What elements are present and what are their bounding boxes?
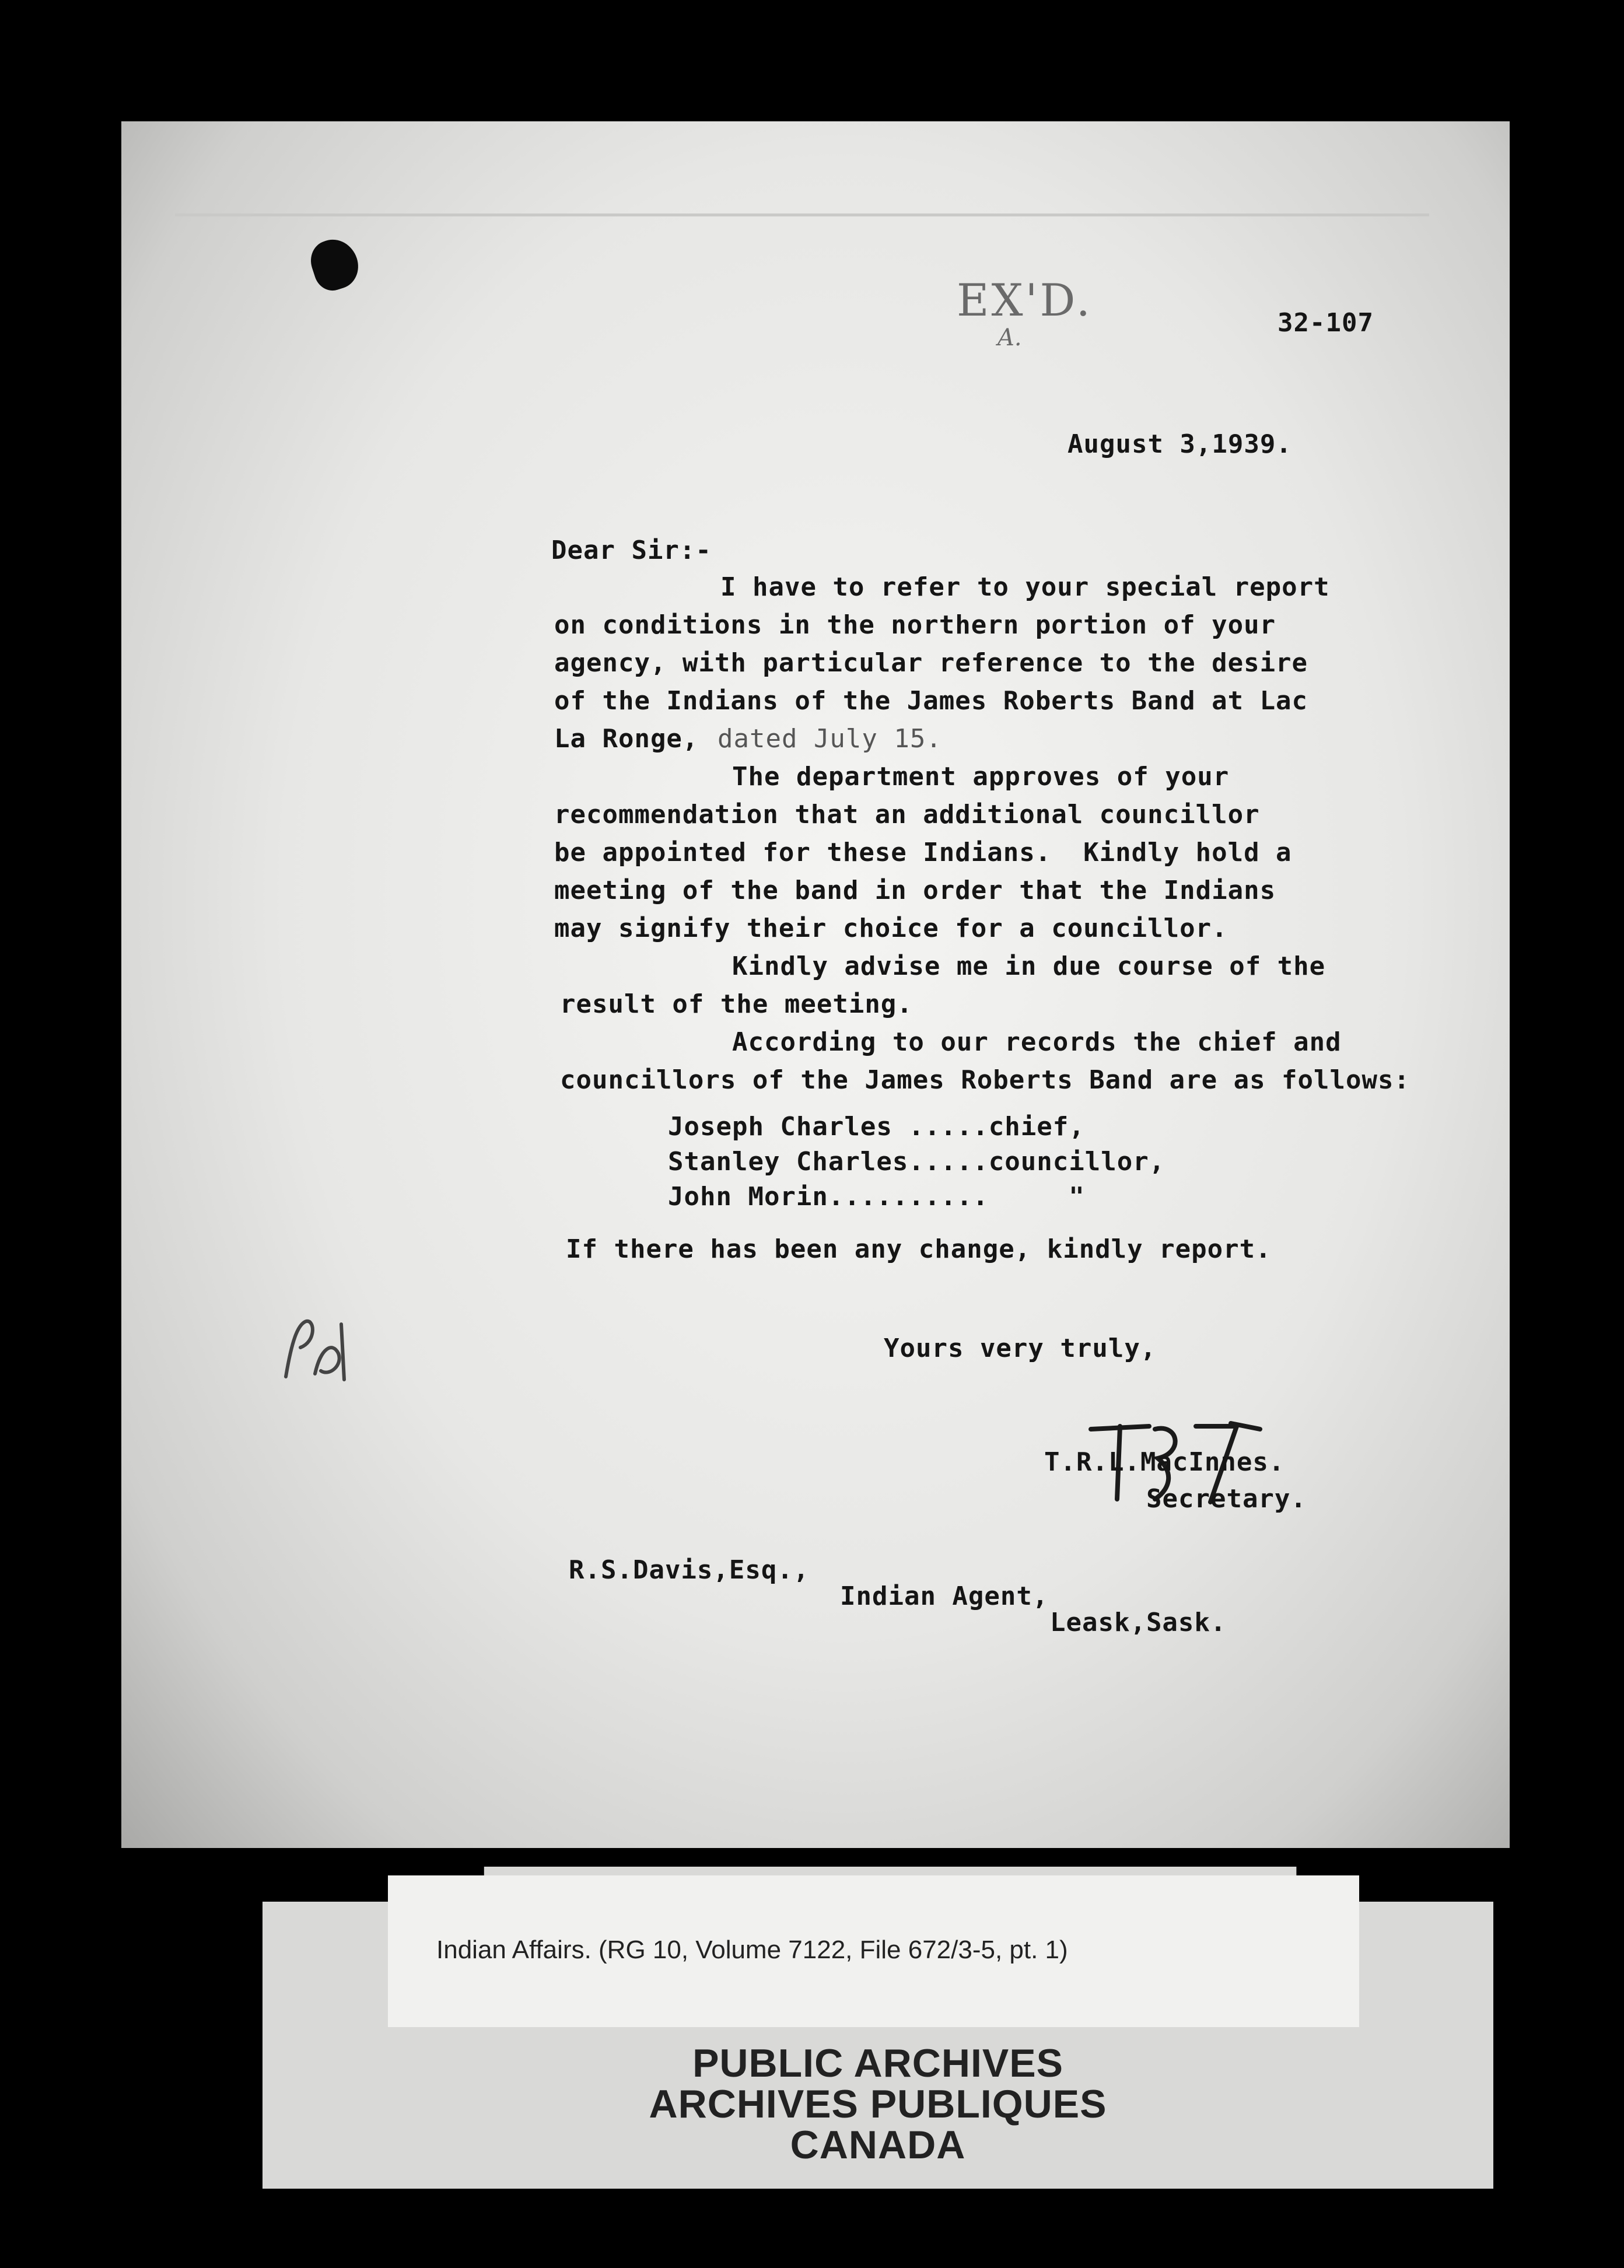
paragraph-2-line: meeting of the band in order that the Indians xyxy=(554,876,1276,905)
band-member-row: John Morin.......... " xyxy=(668,1182,1085,1212)
archives-line-french: ARCHIVES PUBLIQUES xyxy=(649,2082,1107,2126)
paragraph-1-line: of the Indians of the James Roberts Band at Lac xyxy=(554,686,1308,716)
margin-handwriting xyxy=(274,1307,362,1388)
paragraph-1-line: La Ronge, xyxy=(554,724,699,754)
paragraph-1-line: agency, with particular reference to the desire xyxy=(554,648,1308,678)
paragraph-5: If there has been any change, kindly report. xyxy=(566,1234,1272,1264)
examined-stamp: EX'D. xyxy=(957,274,1093,326)
paragraph-2-line: may signify their choice for a councillor. xyxy=(554,914,1228,943)
band-member-row: Joseph Charles .....chief, xyxy=(668,1112,1085,1142)
addressee-name: R.S.Davis,Esq., xyxy=(569,1555,810,1585)
examined-stamp-initial: A. xyxy=(998,324,1022,351)
band-member-row: Stanley Charles.....councillor, xyxy=(668,1147,1166,1177)
letter-date: August 3,1939. xyxy=(1068,429,1292,459)
archives-stamp xyxy=(262,2043,1493,2165)
signer-name: T.R.L.MacInnes. xyxy=(1044,1447,1285,1477)
paragraph-3-line: Kindly advise me in due course of the xyxy=(732,951,1326,981)
paragraph-2-line: The department approves of your xyxy=(732,762,1230,792)
signer-title: Secretary. xyxy=(1146,1484,1307,1514)
paragraph-1-line: on conditions in the northern portion of your xyxy=(554,610,1276,640)
salutation: Dear Sir:- xyxy=(551,536,712,565)
addressee-role: Indian Agent, xyxy=(840,1581,1049,1611)
addressee-place: Leask,Sask. xyxy=(1050,1608,1227,1637)
archives-line-country: CANADA xyxy=(790,2123,966,2167)
paragraph-3-line: result of the meeting. xyxy=(560,989,913,1019)
file-number: 32-107 xyxy=(1278,308,1374,338)
paragraph-2-line: recommendation that an additional councillor xyxy=(554,800,1260,830)
paragraph-2-line: be appointed for these Indians. Kindly hold a xyxy=(554,838,1292,867)
paragraph-4-line: councillors of the James Roberts Band are as follows: xyxy=(560,1065,1410,1095)
closing: Yours very truly, xyxy=(884,1334,1157,1363)
paragraph-1-date-note: dated July 15. xyxy=(718,724,942,754)
archive-caption: Indian Affairs. (RG 10, Volume 7122, File 672/3-5, pt. 1) xyxy=(436,1936,1068,1964)
paragraph-4-line: According to our records the chief and xyxy=(732,1027,1342,1057)
archives-line-english: PUBLIC ARCHIVES xyxy=(692,2041,1063,2085)
fold-line xyxy=(175,214,1429,216)
paragraph-1-line: I have to refer to your special report xyxy=(720,572,1330,602)
